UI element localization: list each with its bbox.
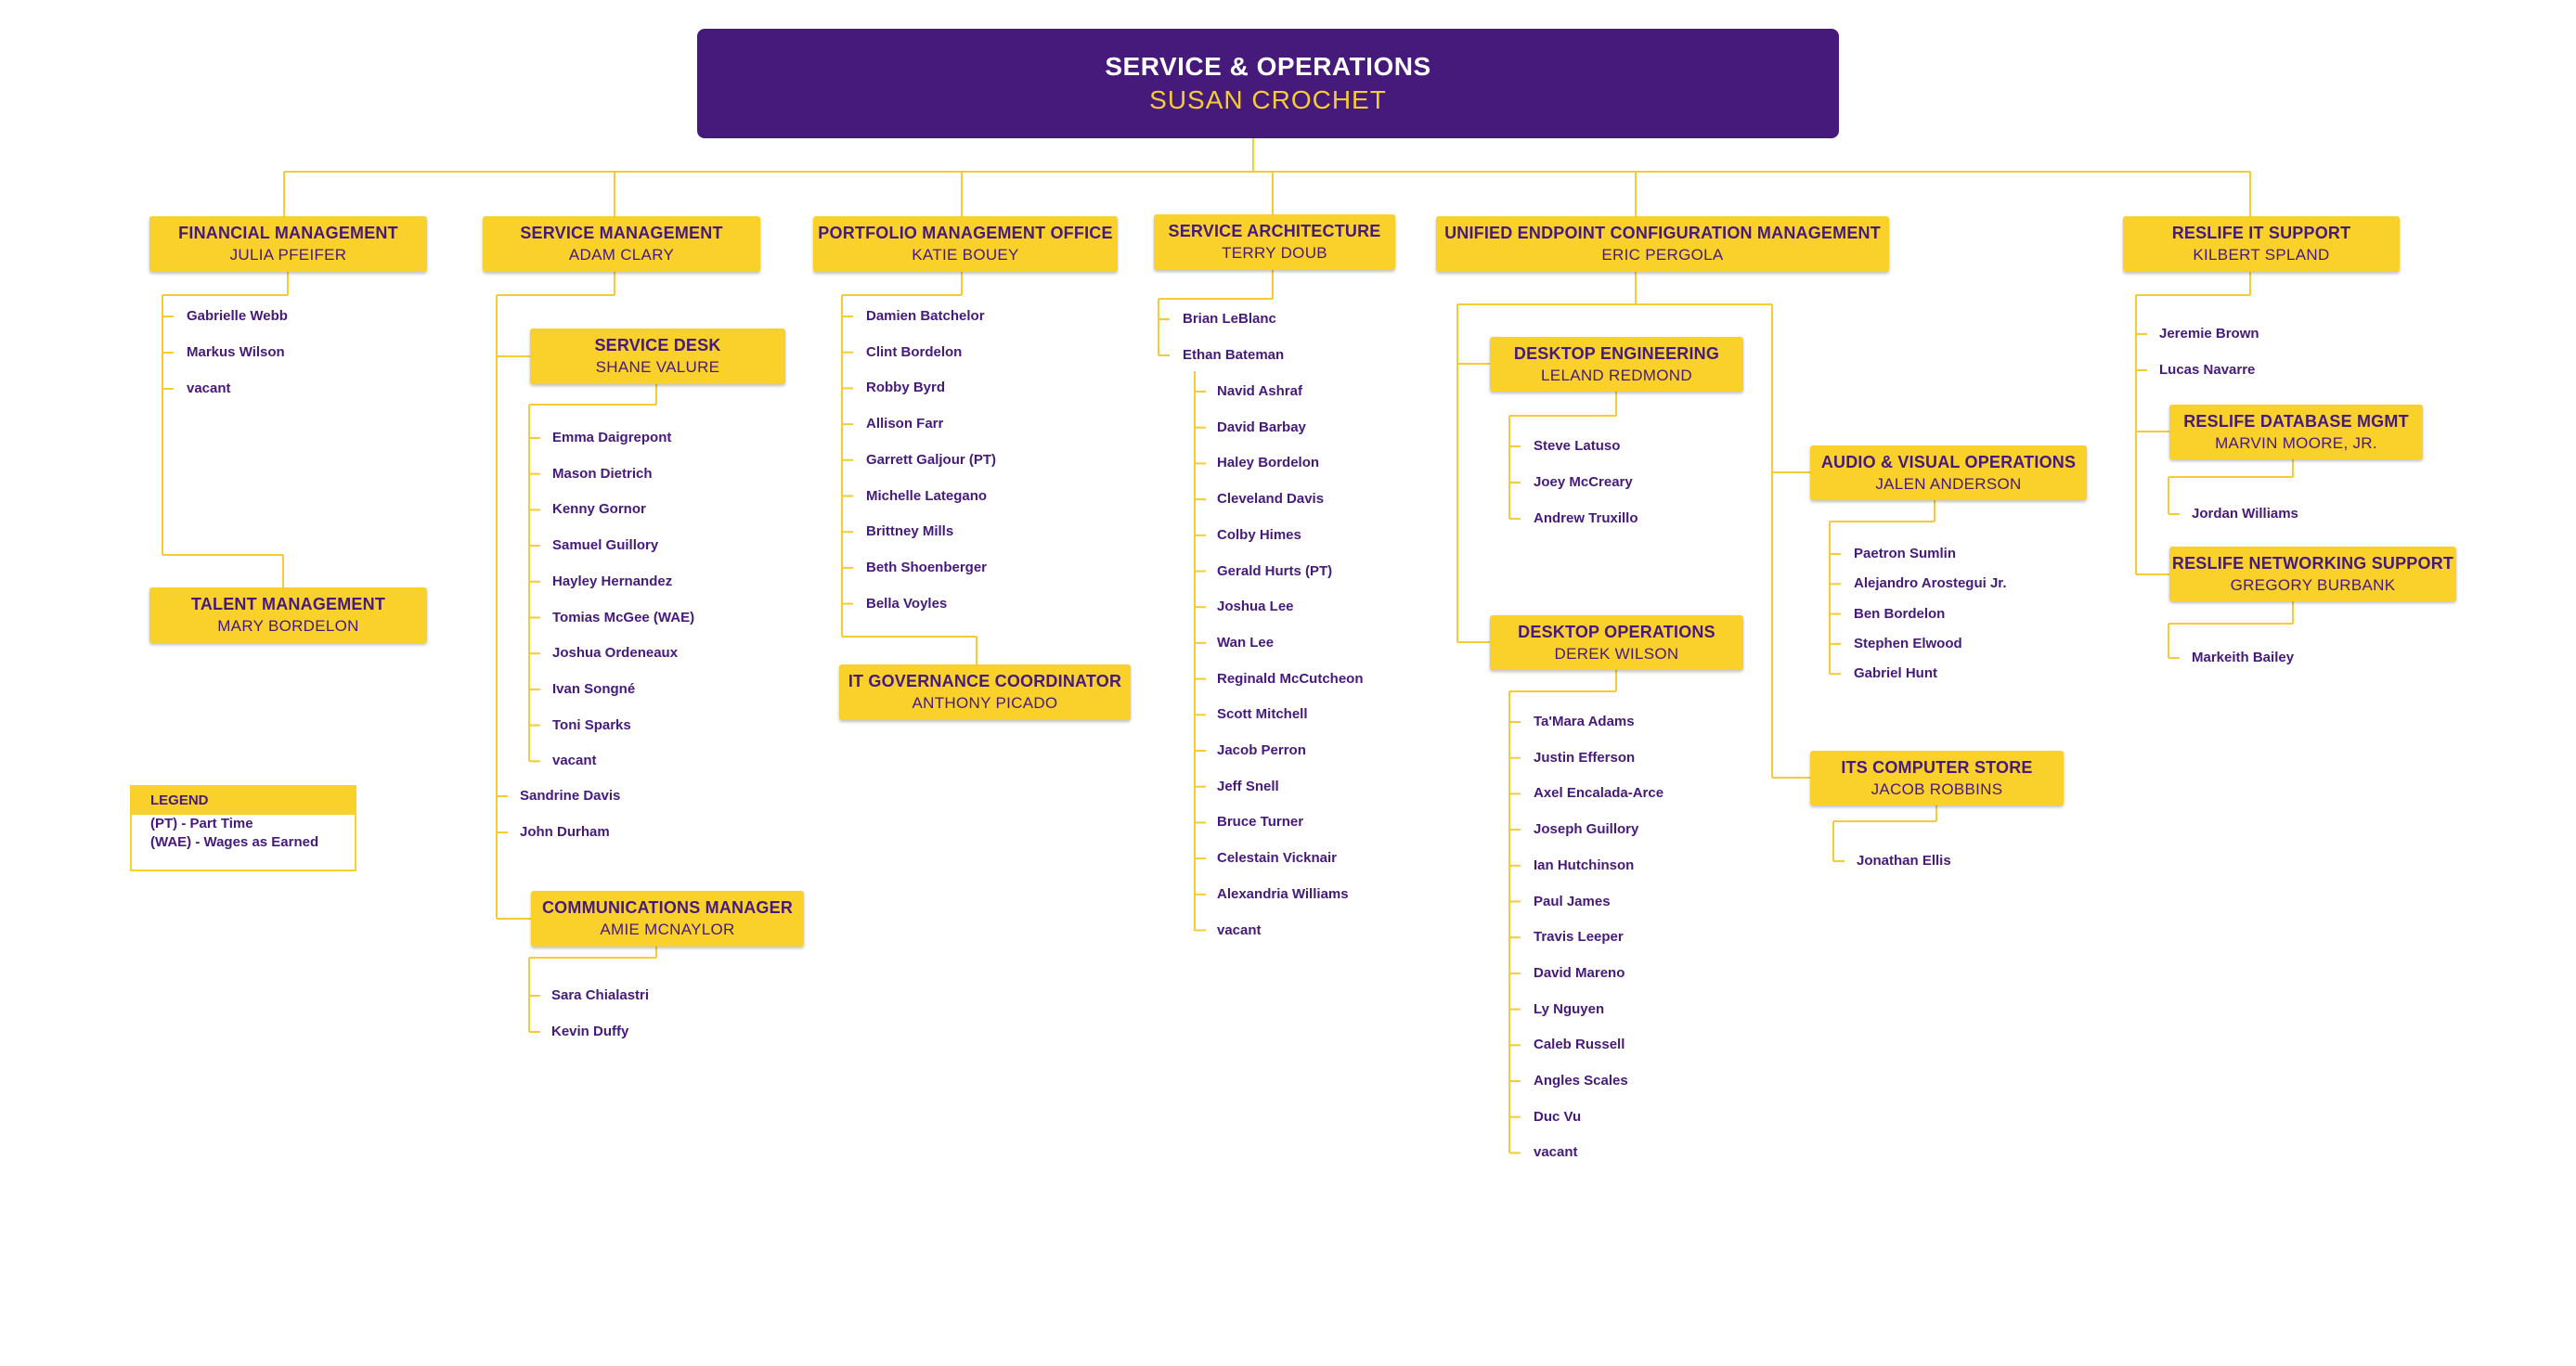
box-financial <box>149 216 427 272</box>
box-name: DEREK WILSON <box>1554 644 1679 663</box>
box-title: DESKTOP ENGINEERING <box>1513 343 1720 363</box>
root-name: SUSAN CROCHET <box>1149 85 1387 114</box>
staff-name: Samuel Guillory <box>552 537 659 554</box>
staff-name: Axel Encalada-Arce <box>1534 785 1664 802</box>
staff-name: Joshua Ordeneaux <box>552 645 679 662</box>
box-name: KILBERT SPLAND <box>2193 246 2330 264</box>
staff-name: Tomias McGee (WAE) <box>552 609 695 625</box>
staff-name: Bruce Turner <box>1217 814 1304 831</box>
staff-name: vacant <box>1534 1144 1578 1161</box>
staff-name: Ly Nguyen <box>1534 1000 1605 1017</box>
box-portfolio <box>813 216 1118 272</box>
box-name: LELAND REDMOND <box>1541 366 1692 384</box>
box-computer-store <box>1810 751 2064 805</box>
box-communications <box>531 891 804 947</box>
staff-name: John Durham <box>520 824 610 840</box>
box-title: COMMUNICATIONS MANAGER <box>541 898 794 917</box>
legend-item: (PT) - Part Time <box>150 816 253 831</box>
box-name: JACOB ROBBINS <box>1871 780 2003 798</box>
staff-name: Brittney Mills <box>866 523 954 540</box>
staff-name: Gabrielle Webb <box>187 308 288 324</box>
staff-name: Gerald Hurts (PT) <box>1217 562 1333 579</box>
staff-name: Cleveland Davis <box>1217 491 1325 508</box>
box-name: MARY BORDELON <box>217 617 359 635</box>
staff-name: Ethan Bateman <box>1183 347 1285 363</box>
box-name: ADAM CLARY <box>568 246 675 264</box>
staff-name: Emma Daigrepont <box>552 430 672 445</box>
staff-name: Gabriel Hunt <box>1854 665 1938 682</box>
staff-name: Garrett Galjour (PT) <box>866 451 997 468</box>
box-title: FINANCIAL MANAGEMENT <box>178 224 398 242</box>
staff-name: Michelle Lategano <box>866 487 988 504</box>
staff-name: Ivan Songné <box>552 680 636 697</box>
staff-name: Jeff Snell <box>1217 778 1279 794</box>
box-name: JULIA PFEIFER <box>229 246 347 264</box>
staff-name: Stephen Elwood <box>1854 635 1962 651</box>
box-it-governance <box>839 664 1131 720</box>
box-reslife-it <box>2123 216 2400 272</box>
staff-name: Robby Byrd <box>866 380 946 396</box>
staff-name: Beth Shoenberger <box>866 559 988 575</box>
box-name: AMIE MCNAYLOR <box>600 921 735 938</box>
staff-name: Andrew Truxillo <box>1534 510 1638 526</box>
box-title: RESLIFE IT SUPPORT <box>2171 224 2351 242</box>
staff-name: Angles Scales <box>1534 1073 1628 1089</box>
staff-name: Navid Ashraf <box>1217 383 1302 399</box>
staff-name: Bella Voyles <box>866 595 948 612</box>
staff-name: Damien Batchelor <box>866 308 985 324</box>
box-title: ITS COMPUTER STORE <box>1841 757 2033 777</box>
staff-name: vacant <box>187 380 231 396</box>
staff-name: Travis Leeper <box>1534 929 1624 946</box>
staff-name: Sara Chialastri <box>551 987 650 1003</box>
staff-name: Ta'Mara Adams <box>1534 714 1635 729</box>
staff-name: Paul James <box>1534 893 1611 909</box>
staff-name: Markeith Bailey <box>2192 650 2295 665</box>
staff-name: Colby Himes <box>1217 526 1301 543</box>
staff-name: Joseph Guillory <box>1534 821 1639 838</box>
staff-name: Paetron Sumlin <box>1854 546 1957 561</box>
staff-name: Sandrine Davis <box>520 788 621 804</box>
staff-name: Alexandria Williams <box>1217 885 1349 902</box>
root-title: SERVICE & OPERATIONS <box>1105 52 1431 81</box>
staff-name: Hayley Hernandez <box>552 573 673 589</box>
box-title: SERVICE ARCHITECTURE <box>1168 222 1381 240</box>
box-title: PORTFOLIO MANAGEMENT OFFICE <box>818 224 1113 242</box>
staff-name: Justin Efferson <box>1534 749 1636 766</box>
box-title: SERVICE MANAGEMENT <box>520 224 723 242</box>
root-box <box>697 29 1839 138</box>
staff-name: Joshua Lee <box>1217 599 1294 615</box>
staff-name: Joey McCreary <box>1534 474 1633 490</box>
box-service-mgmt <box>483 216 760 272</box>
staff-name: Kevin Duffy <box>551 1024 629 1039</box>
staff-name: Mason Dietrich <box>552 465 653 482</box>
staff-name: Jeremie Brown <box>2159 326 2259 342</box>
staff-name: David Barbay <box>1217 419 1306 435</box>
box-desktop-ops <box>1490 615 1743 670</box>
box-name: JALEN ANDERSON <box>1875 474 2022 493</box>
staff-name: Lucas Navarre <box>2159 362 2256 378</box>
staff-name: Haley Bordelon <box>1217 455 1320 471</box>
staff-name: Reginald McCutcheon <box>1217 670 1364 687</box>
box-av-ops <box>1810 445 2087 500</box>
staff-name: Caleb Russell <box>1534 1037 1625 1053</box>
box-title: SERVICE DESK <box>594 336 721 354</box>
staff-name: Steve Latuso <box>1534 438 1621 454</box>
staff-name: Jordan Williams <box>2192 506 2298 522</box>
box-reslife-net <box>2169 547 2456 601</box>
box-name: SHANE VALURE <box>595 358 720 376</box>
box-name: KATIE BOUEY <box>912 246 1019 264</box>
staff-name: vacant <box>1217 921 1262 938</box>
staff-name: Toni Sparks <box>552 716 631 733</box>
box-talent <box>149 587 427 643</box>
box-title: IT GOVERNANCE COORDINATOR <box>848 672 1122 690</box>
staff-name: Ian Hutchinson <box>1534 857 1635 873</box>
legend-title: LEGEND <box>132 787 355 815</box>
staff-name: vacant <box>552 753 597 769</box>
box-title: RESLIFE NETWORKING SUPPORT <box>2171 553 2454 573</box>
staff-name: Brian LeBlanc <box>1183 311 1276 327</box>
box-name: GREGORY BURBANK <box>2230 575 2396 594</box>
staff-name: Clint Bordelon <box>866 343 963 360</box>
staff-name: Scott Mitchell <box>1217 706 1308 723</box>
box-title: DESKTOP OPERATIONS <box>1518 622 1715 641</box>
staff-name: Duc Vu <box>1534 1108 1582 1125</box>
staff-name: Alejandro Arostegui Jr. <box>1854 575 2007 592</box>
legend-item: (WAE) - Wages as Earned <box>150 834 319 850</box>
box-uecm <box>1436 216 1889 272</box>
staff-name: Jonathan Ellis <box>1857 853 1951 869</box>
box-service-desk <box>530 329 785 384</box>
staff-name: David Mareno <box>1534 964 1625 981</box>
box-title: AUDIO & VISUAL OPERATIONS <box>1820 452 2077 471</box>
box-title: RESLIFE DATABASE MGMT <box>2183 411 2409 431</box>
box-title: UNIFIED ENDPOINT CONFIGURATION MANAGEMENT <box>1444 224 1881 242</box>
staff-name: Kenny Gornor <box>552 501 646 518</box>
box-name: ERIC PERGOLA <box>1601 246 1724 264</box>
staff-name: Allison Farr <box>866 416 944 432</box>
box-reslife-db <box>2169 405 2423 459</box>
box-architecture <box>1154 214 1395 270</box>
staff-name: Markus Wilson <box>187 344 285 360</box>
box-name: MARVIN MOORE, JR. <box>2215 433 2377 452</box>
box-desktop-eng <box>1490 337 1743 392</box>
legend <box>130 785 356 871</box>
staff-name: Jacob Perron <box>1217 742 1306 758</box>
box-title: TALENT MANAGEMENT <box>190 595 386 613</box>
box-name: ANTHONY PICADO <box>912 694 1058 712</box>
box-name: TERRY DOUB <box>1222 244 1327 262</box>
staff-name: Celestain Vicknair <box>1217 850 1337 867</box>
staff-name: Wan Lee <box>1217 634 1275 651</box>
staff-name: Ben Bordelon <box>1854 605 1946 622</box>
